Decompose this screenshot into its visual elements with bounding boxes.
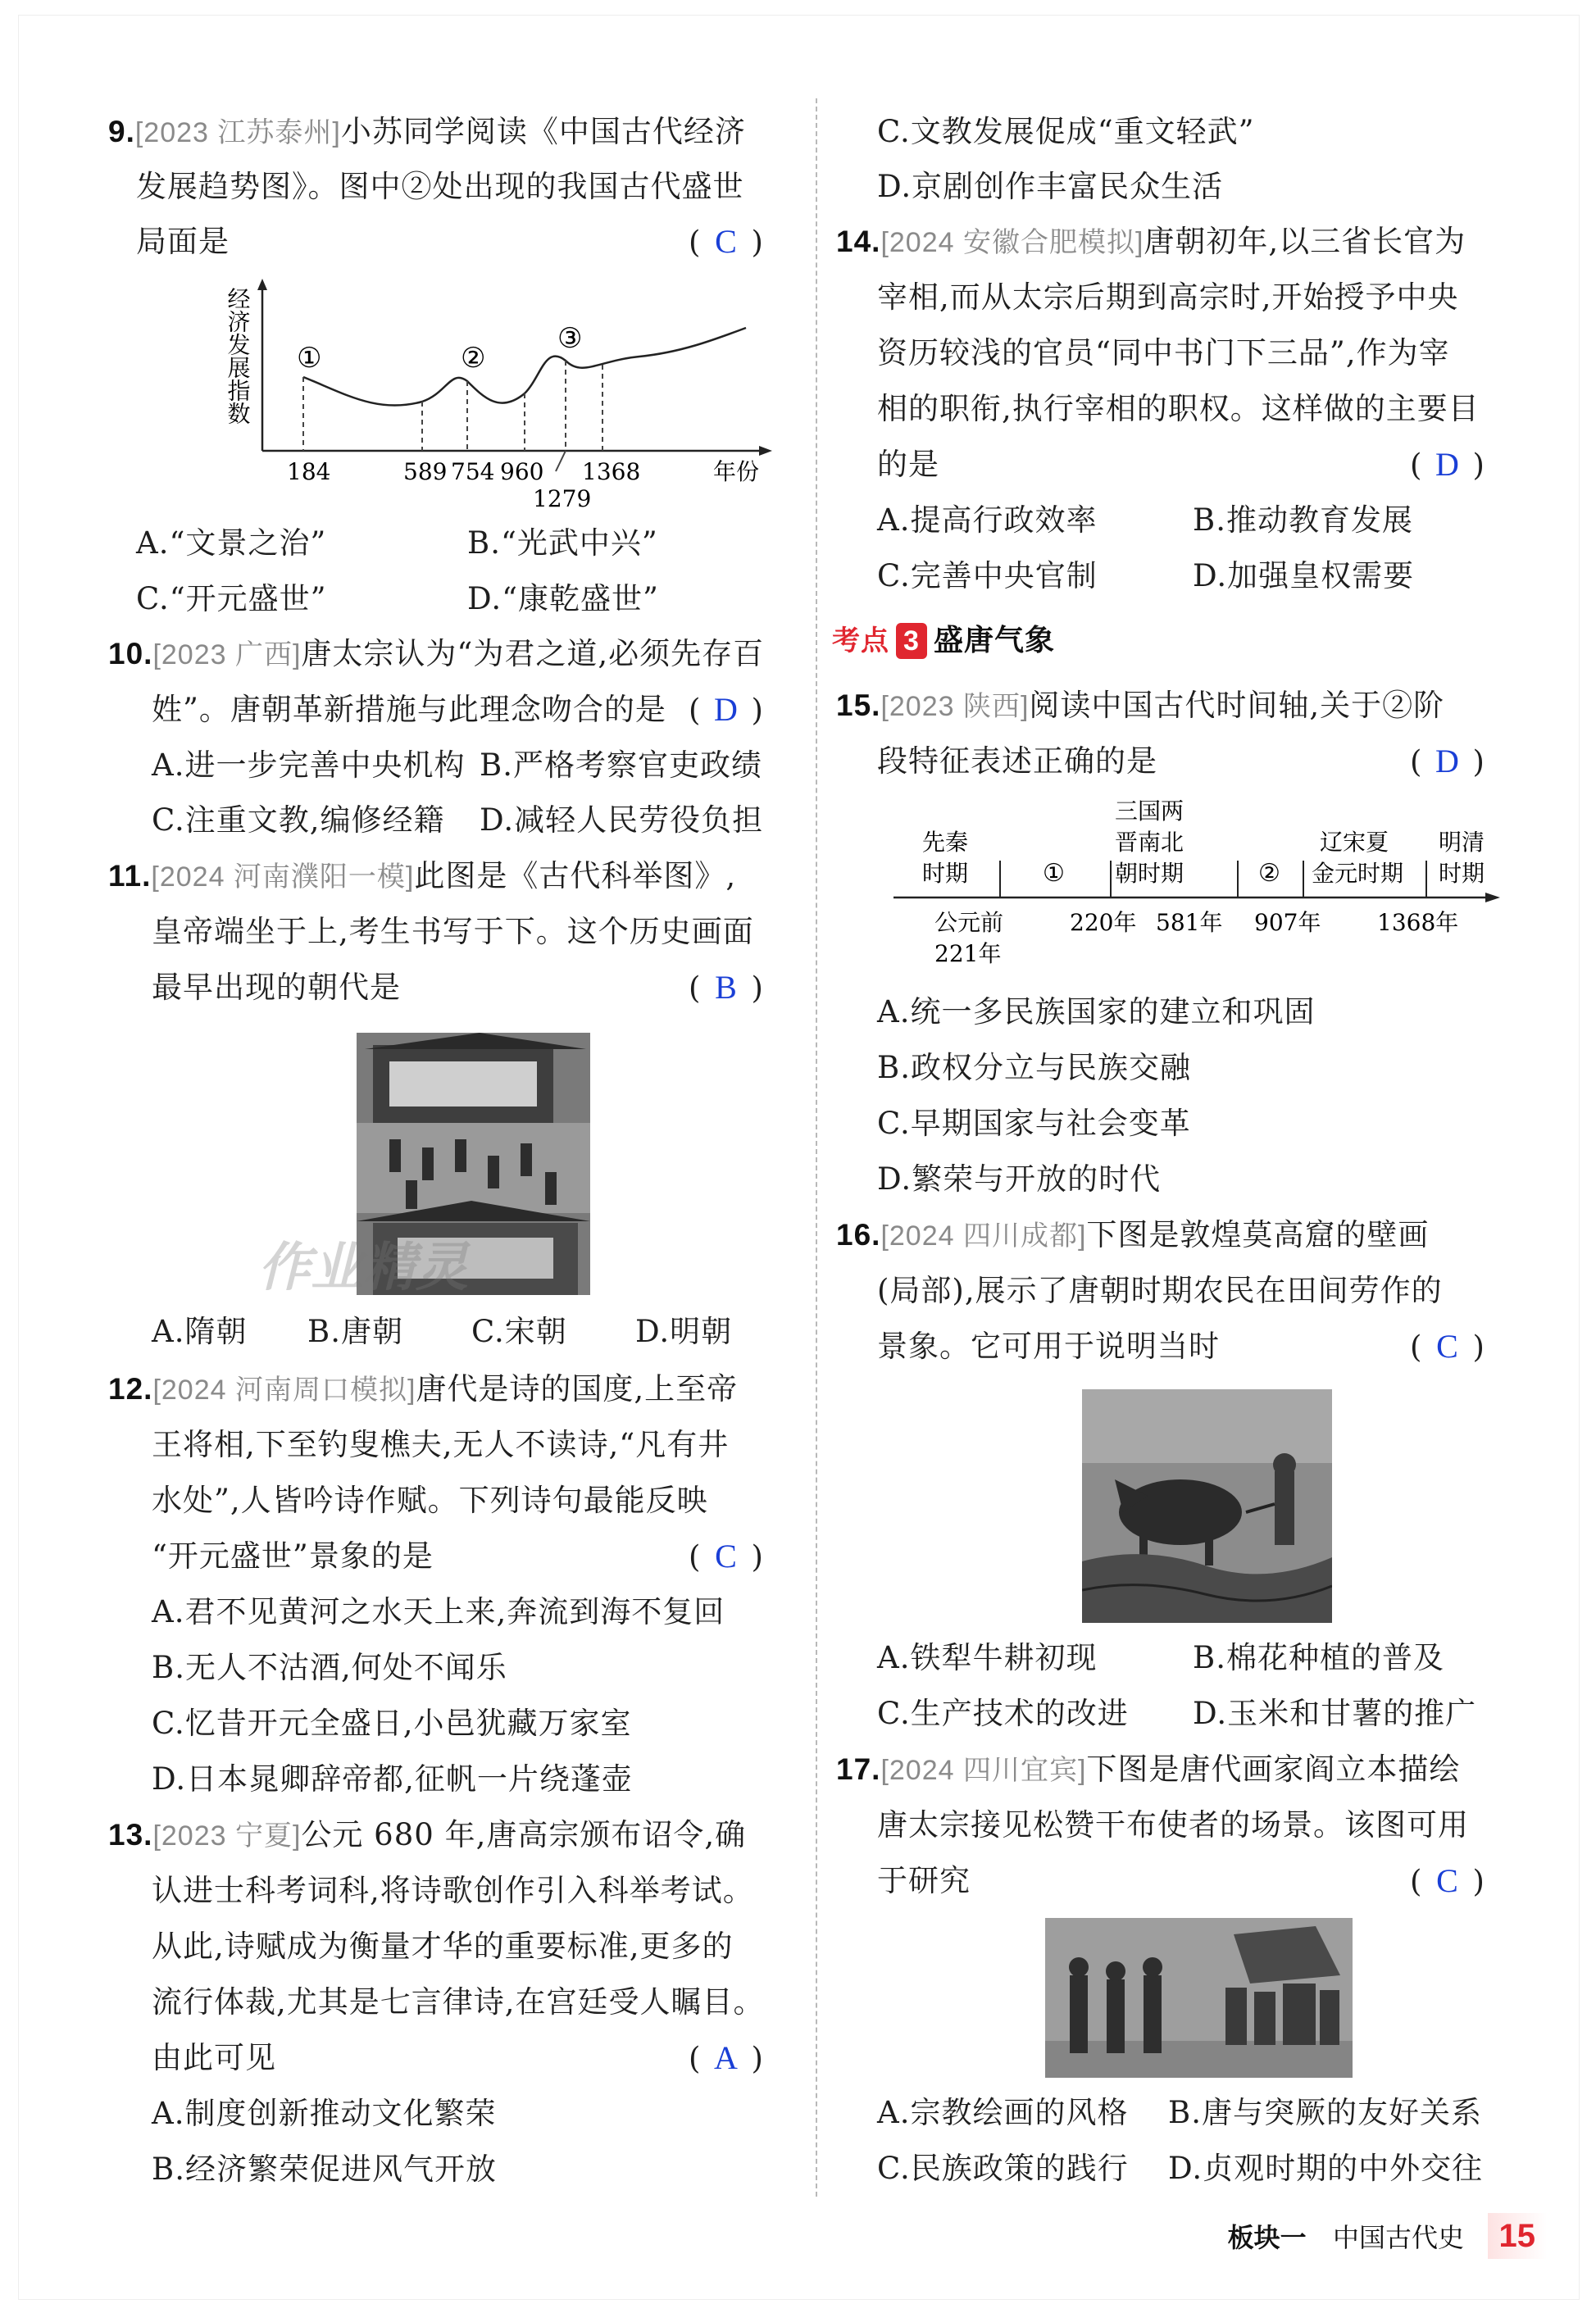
option: D.贞观时期的中外交往	[1168, 2151, 1484, 2186]
stem-line: 局面是	[136, 224, 230, 259]
question-source: [2023 宁夏]	[152, 1820, 302, 1852]
option: B.无人不沽酒,何处不闻乐	[152, 1650, 507, 1685]
point-2-label: ②	[461, 342, 486, 375]
date-label: 1368年	[1377, 909, 1459, 936]
option: D.明朝	[635, 1314, 733, 1349]
stem-line: 认进士科考词科,将诗歌创作引入科举考试。	[152, 1873, 754, 1908]
question-source: [2023 江苏泰州]	[134, 117, 341, 148]
answer-bracket: ( C )	[1410, 1862, 1485, 1899]
option: C.完善中央官制	[877, 558, 1098, 593]
answer-mark: B	[715, 969, 737, 1006]
option: B.政权分立与民族交融	[877, 1050, 1191, 1085]
x-axis-label: 年份	[713, 458, 760, 485]
period-label: ②	[1258, 859, 1280, 888]
stem-line: 唐太宗接见松赞干布使者的场景。该图可用	[877, 1807, 1469, 1843]
answer-bracket: ( C )	[689, 1538, 763, 1575]
section-number: 3	[896, 623, 927, 659]
answer-bracket: ( D )	[1410, 446, 1485, 483]
option: B.“光武中兴”	[467, 525, 658, 561]
stem-line: 发展趋势图》。图中②处出现的我国古代盛世	[136, 169, 744, 204]
stem-line: 水处”,人皆吟诗作赋。下列诗句最能反映	[152, 1483, 708, 1518]
stem-line: 景象。它可用于说明当时	[877, 1329, 1220, 1364]
leader-1279	[556, 451, 566, 471]
answer-mark: C	[1436, 1328, 1458, 1365]
q16-line-1	[836, 1216, 1429, 1255]
option: A.提高行政效率	[877, 502, 1098, 538]
tick-label: 960	[500, 458, 544, 485]
period-label: ①	[1043, 859, 1065, 888]
option: A.统一多民族国家的建立和巩固	[877, 994, 1316, 1029]
stem-line: “开元盛世”景象的是	[152, 1538, 434, 1574]
q13-line-1	[108, 1816, 746, 1855]
option: B.棉花种植的普及	[1193, 1640, 1444, 1675]
date-label: 220年	[1070, 909, 1137, 936]
stem-line: 于研究	[877, 1863, 971, 1898]
tick-label: 754	[451, 458, 495, 485]
stem-line: 相的职衔,执行宰相的职权。这样做的主要目	[877, 391, 1480, 426]
date-label: 581年	[1156, 909, 1223, 936]
footer-subject: 中国古代史	[1333, 2223, 1465, 2252]
option: D.繁荣与开放的时代	[877, 1161, 1162, 1197]
period-label: 金元时期	[1312, 860, 1404, 887]
question-source: [2024 四川成都]	[880, 1220, 1087, 1252]
answer-bracket: ( B )	[689, 969, 763, 1006]
question-source: [2024 四川宜宾]	[880, 1755, 1087, 1786]
q17-line-1	[836, 1751, 1460, 1789]
answer-mark: C	[715, 223, 737, 260]
option: B.严格考察官吏政绩	[480, 748, 762, 783]
period-label: 辽宋夏	[1320, 829, 1389, 856]
option: C.文教发展促成“重文轻武”	[877, 114, 1255, 149]
stem-line: 段特征表述正确的是	[877, 743, 1157, 779]
tick-label: 1279	[533, 485, 592, 512]
option: C.早期国家与社会变革	[877, 1106, 1191, 1141]
period-label: 先秦	[922, 829, 969, 856]
page-footer	[1228, 2213, 1547, 2262]
question-source: [2024 河南濮阳一模]	[151, 861, 415, 893]
stem-line: 的是	[877, 447, 939, 482]
period-label: 三国两	[1115, 799, 1184, 825]
q14-line-1	[836, 223, 1466, 261]
tick-label: 184	[287, 458, 331, 485]
option: D.加强皇权需要	[1193, 558, 1415, 593]
dunhuang-mural-photo	[1082, 1389, 1332, 1623]
period-label: 明清	[1439, 829, 1485, 856]
option: D.京剧创作丰富民众生活	[877, 169, 1224, 204]
q12-line-1	[108, 1370, 738, 1409]
question-number: 12.	[108, 1372, 153, 1406]
history-timeline	[893, 799, 1525, 975]
q10-line-1	[108, 635, 764, 674]
yan-liben-painting	[1045, 1918, 1353, 2078]
tick-label: 1368	[582, 458, 641, 485]
answer-mark: D	[1435, 743, 1459, 779]
column-divider	[816, 98, 817, 2197]
stem-text: 此图是《古代科举图》,	[414, 858, 737, 893]
answer-bracket: ( A )	[689, 2039, 763, 2076]
option: A.“文景之治”	[136, 525, 327, 561]
stem-line: 由此可见	[152, 2040, 276, 2075]
section-title: 盛唐气象	[934, 623, 1056, 657]
answer-bracket: ( C )	[689, 223, 763, 260]
period-label: 晋南北	[1115, 829, 1184, 856]
question-source: [2023 广西]	[152, 639, 302, 670]
stem-line: 最早出现的朝代是	[152, 970, 401, 1005]
page-number: 15	[1488, 2213, 1548, 2259]
question-number: 14.	[836, 225, 881, 258]
option: C.忆昔开元全盛日,小邑犹藏万家室	[152, 1706, 632, 1741]
answer-bracket: ( D )	[1410, 743, 1485, 779]
question-number: 13.	[108, 1818, 153, 1852]
stem-text: 下图是唐代画家阎立本描绘	[1086, 1752, 1461, 1787]
stem-text: 公元 680 年,唐高宗颁布诏令,确	[301, 1817, 747, 1852]
watermark: 作业精灵	[258, 1238, 468, 1297]
point-3-label: ③	[557, 322, 583, 355]
question-number: 11.	[108, 859, 152, 893]
point-1-label: ①	[297, 342, 322, 375]
mural-illustration	[1082, 1389, 1332, 1623]
timeline-arrow	[1485, 893, 1500, 902]
section-header	[832, 621, 1055, 660]
period-label: 时期	[922, 860, 969, 887]
date-label: 907年	[1254, 909, 1321, 936]
option: C.生产技术的改进	[877, 1696, 1129, 1731]
answer-mark: D	[1435, 446, 1459, 483]
option: B.唐朝	[307, 1314, 403, 1349]
footer-section: 板块一	[1227, 2223, 1307, 2252]
y-axis-label: 经济发展指数	[224, 287, 252, 425]
option: D.玉米和甘薯的推广	[1193, 1696, 1477, 1731]
option: B.经济繁荣促进风气开放	[152, 2152, 497, 2187]
option: A.制度创新推动文化繁荣	[152, 2096, 497, 2131]
economic-trend-chart	[221, 279, 795, 516]
option: C.民族政策的践行	[877, 2151, 1129, 2186]
question-number: 10.	[108, 637, 153, 670]
question-number: 17.	[836, 1752, 881, 1786]
date-label: 公元前	[934, 909, 1004, 936]
section-tag: 考点	[832, 625, 889, 657]
x-axis-arrow	[759, 446, 772, 456]
question-number: 16.	[836, 1218, 881, 1252]
answer-bracket: ( D )	[689, 691, 763, 728]
question-source: [2024 安徽合肥模拟]	[880, 227, 1144, 258]
stem-line: 姓”。唐朝革新措施与此理念吻合的是	[152, 692, 666, 727]
date-label: 221年	[934, 940, 1002, 967]
painting-illustration	[1045, 1918, 1353, 2078]
option: C.注重文教,编修经籍	[152, 802, 445, 838]
tick-label: 589	[403, 458, 448, 485]
answer-mark: C	[1436, 1862, 1458, 1899]
stem-text: 唐太宗认为“为君之道,必须先存百	[301, 636, 765, 671]
stem-text: 下图是敦煌莫高窟的壁画	[1086, 1217, 1430, 1252]
option: A.进一步完善中央机构	[152, 748, 466, 783]
answer-mark: C	[715, 1538, 737, 1575]
option: D.日本晁卿辞帝都,征帆一片绕蓬壶	[152, 1761, 633, 1797]
option: C.宋朝	[471, 1314, 567, 1349]
option: B.唐与突厥的友好关系	[1168, 2095, 1482, 2130]
option: B.推动教育发展	[1193, 502, 1413, 538]
answer-mark: D	[713, 691, 738, 728]
q9-line-1	[108, 113, 746, 152]
stem-text: 唐代是诗的国度,上至帝	[416, 1371, 739, 1406]
period-label: 朝时期	[1115, 860, 1184, 887]
option: A.铁犁牛耕初现	[877, 1640, 1098, 1675]
stem-line: 流行体裁,尤其是七言律诗,在宫廷受人瞩目。	[152, 1984, 765, 2020]
stem-line: (局部),展示了唐朝时期农民在田间劳作的	[877, 1273, 1443, 1308]
stem-line: 从此,诗赋成为衡量才华的重要标准,更多的	[152, 1929, 734, 1964]
question-number: 9.	[108, 115, 135, 148]
stem-line: 皇帝端坐于上,考生书写于下。这个历史画面	[152, 914, 754, 949]
stem-text: 小苏同学阅读《中国古代经济	[340, 114, 746, 149]
answer-bracket: ( C )	[1410, 1328, 1485, 1365]
question-number: 15.	[836, 688, 881, 722]
stem-line: 王将相,下至钓叟樵夫,无人不读诗,“凡有井	[152, 1427, 730, 1462]
stem-text: 阅读中国古代时间轴,关于②阶	[1029, 688, 1445, 723]
option: A.宗教绘画的风格	[877, 2095, 1129, 2130]
answer-mark: A	[713, 2039, 738, 2076]
option: A.隋朝	[152, 1314, 248, 1349]
q15-line-1	[836, 687, 1444, 725]
stem-line: 资历较浅的官员“同中书门下三品”,作为宰	[877, 335, 1450, 370]
y-axis-arrow	[257, 279, 267, 290]
q11-line-1	[108, 857, 736, 896]
stem-line: 宰相,而从太宗后期到高宗时,开始授予中央	[877, 279, 1459, 315]
option: D.“康乾盛世”	[467, 581, 659, 616]
option: C.“开元盛世”	[136, 581, 327, 616]
period-label: 时期	[1439, 860, 1485, 887]
question-source: [2024 河南周口模拟]	[152, 1375, 416, 1406]
question-source: [2023 陕西]	[880, 691, 1030, 722]
option: A.君不见黄河之水天上来,奔流到海不复回	[152, 1594, 725, 1629]
stem-text: 唐朝初年,以三省长官为	[1144, 224, 1466, 259]
option: D.减轻人民劳役负担	[480, 802, 764, 838]
